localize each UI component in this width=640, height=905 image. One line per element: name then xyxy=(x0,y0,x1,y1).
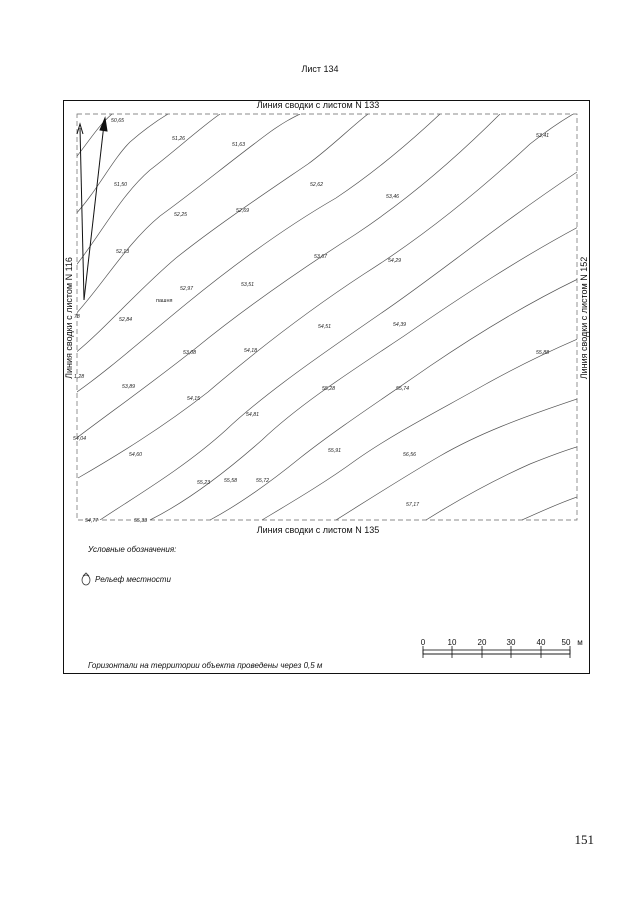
contour-line xyxy=(262,338,580,520)
elevation-label: 55,28 xyxy=(322,386,335,392)
elevation-label: 53,51 xyxy=(241,282,254,288)
contour-line xyxy=(100,170,580,520)
elevation-label: 53,41 xyxy=(536,133,549,139)
elevation-label: 78 xyxy=(74,314,80,320)
scale-tick-label: 50 xyxy=(561,638,571,647)
elevation-label: 54,29 xyxy=(388,258,401,264)
scale-tick-label: 0 xyxy=(420,638,426,647)
contour-line xyxy=(74,114,112,160)
elevation-label: 54,81 xyxy=(246,412,259,418)
elevation-label: 52,25 xyxy=(174,212,187,218)
elevation-label: 55,58 xyxy=(224,478,237,484)
elevation-label: 55,23 xyxy=(197,480,210,486)
elevation-label: 56,56 xyxy=(403,452,416,458)
elevation-label: 55,74 xyxy=(396,386,409,392)
elevation-label: 54,04 xyxy=(73,436,86,442)
scale-tick-label: 30 xyxy=(506,638,516,647)
elevation-label: 51,63 xyxy=(232,142,245,148)
elevation-label: 53,67 xyxy=(314,254,327,260)
elevation-label: 52,69 xyxy=(236,208,249,214)
scale-tick-label: 20 xyxy=(477,638,487,647)
contour-line xyxy=(426,446,580,520)
elevation-label: 51,50 xyxy=(114,182,127,188)
edge-label-left: Линия сводки с листом N 116 xyxy=(64,257,74,379)
elevation-label: 51,26 xyxy=(172,136,185,142)
elevation-label: 55,91 xyxy=(328,448,341,454)
elevation-label: 1,28 xyxy=(74,374,85,380)
elevation-labels xyxy=(73,118,549,524)
edge-label-right: Линия сводки с листом N 152 xyxy=(579,256,589,380)
elevation-label: 50,65 xyxy=(111,118,124,124)
edge-label-bottom: Линия сводки с листом N 135 xyxy=(256,525,380,535)
elevation-label: 54,51 xyxy=(318,324,331,330)
elevation-label: 54,39 xyxy=(393,322,406,328)
elevation-label: 54,60 xyxy=(129,452,142,458)
contour-lines xyxy=(74,110,580,520)
scale-bar-ticks xyxy=(421,638,583,647)
elevation-label: 53,08 xyxy=(183,350,196,356)
elevation-label: 52,62 xyxy=(310,182,323,188)
scale-unit: м xyxy=(577,638,583,647)
elevation-label: 52,84 xyxy=(119,317,132,323)
terrain-relief-icon xyxy=(82,573,90,585)
contour-line xyxy=(74,114,500,440)
feature-label: пашня xyxy=(156,298,173,304)
elevation-label: 53,89 xyxy=(122,384,135,390)
legend-item-label: Рельеф местности xyxy=(95,575,171,584)
elevation-label: 54,15 xyxy=(187,396,200,402)
edge-label-top: Линия сводки с листом N 133 xyxy=(256,100,380,110)
scale-tick-label: 40 xyxy=(536,638,546,647)
page-number: 151 xyxy=(574,832,594,847)
elevation-label: 52,13 xyxy=(116,249,129,255)
elevation-label: 52,97 xyxy=(180,286,193,292)
sheet-title: Лист 134 xyxy=(301,64,339,74)
elevation-label: 55,72 xyxy=(256,478,269,484)
contour-interval-note: Горизонтали на территории объекта проведены через 0,5 м xyxy=(88,661,323,670)
contour-line xyxy=(78,110,580,478)
elevation-label: 53,46 xyxy=(386,194,399,200)
scale-tick-label: 10 xyxy=(447,638,457,647)
scale-bar xyxy=(423,646,570,658)
north-arrow-icon xyxy=(77,118,107,300)
contour-line xyxy=(150,226,580,520)
legend-title: Условные обозначения: xyxy=(88,545,177,554)
elevation-label: 55,33 xyxy=(134,518,147,524)
elevation-label: 54,77 xyxy=(85,518,98,524)
elevation-label: 54,18 xyxy=(244,348,257,354)
elevation-label: 57,17 xyxy=(406,502,419,508)
survey-boundary xyxy=(77,114,577,520)
contour-line xyxy=(522,496,580,520)
contour-line xyxy=(74,114,168,216)
elevation-label: 55,88 xyxy=(536,350,549,356)
